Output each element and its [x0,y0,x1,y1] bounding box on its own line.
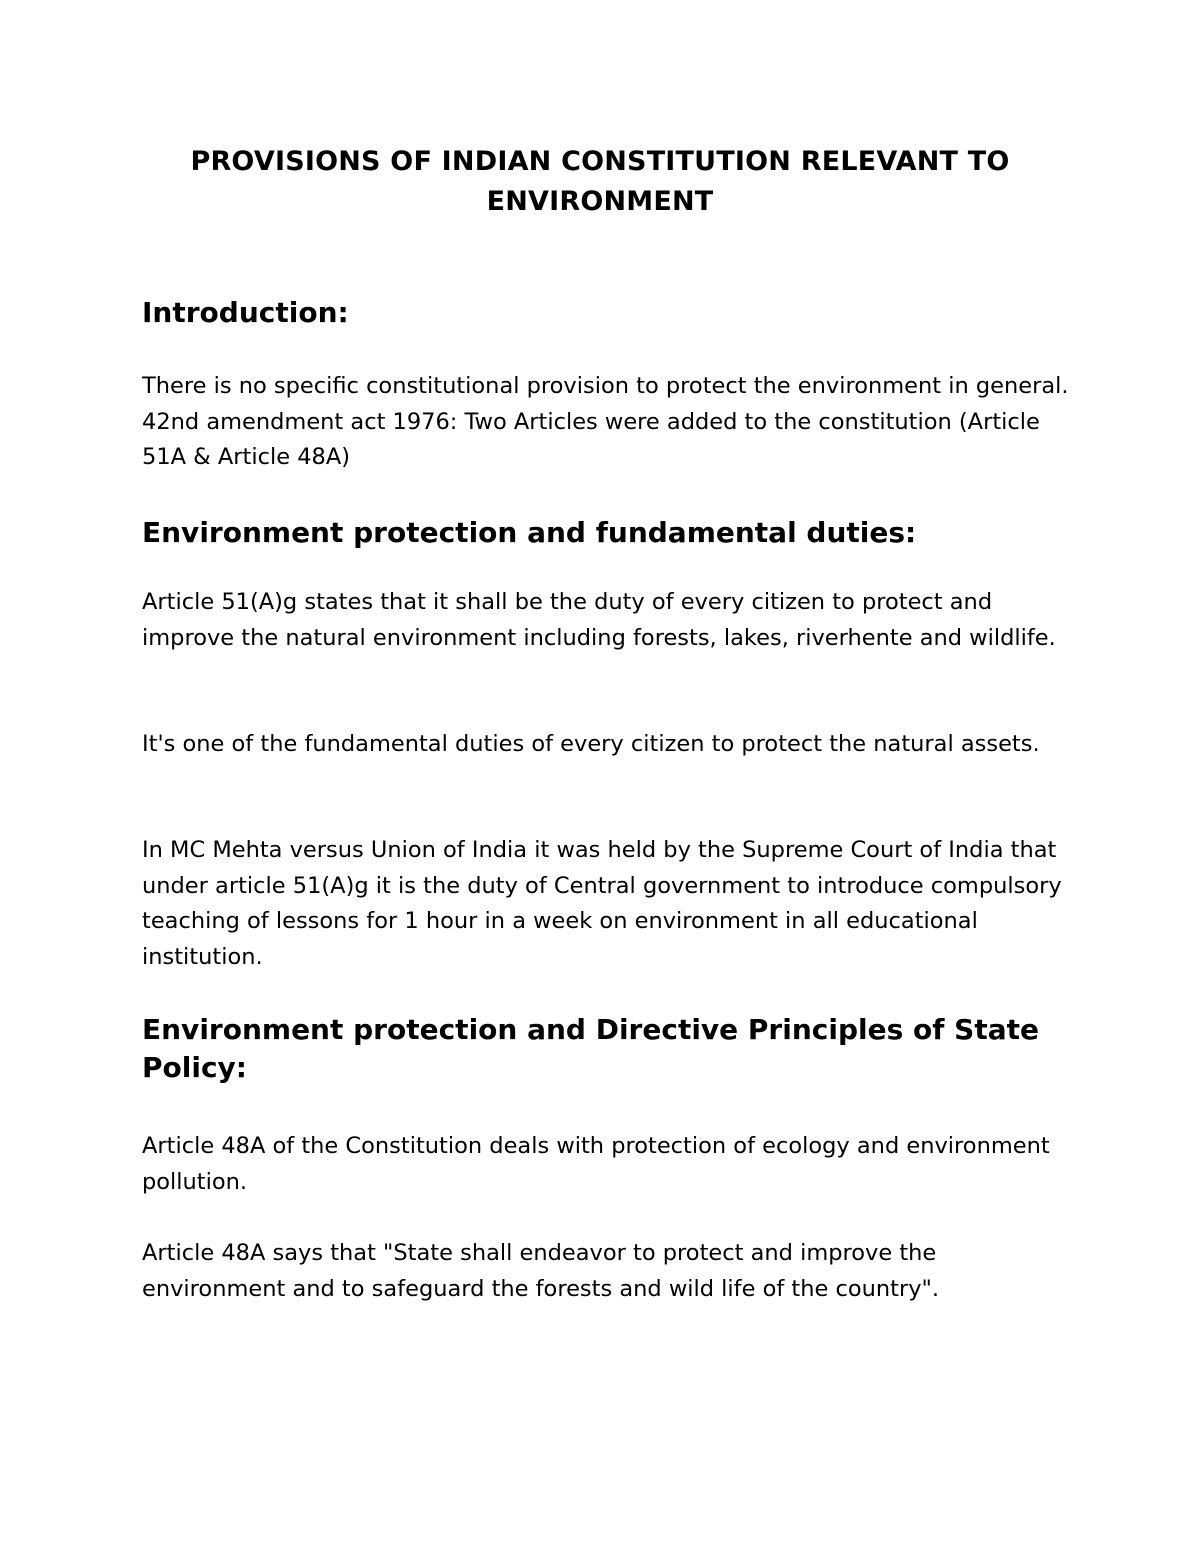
paragraph-article-48a-ecology: Article 48A of the Constitution deals with protection of ecology and environment pollution. [142,1133,1050,1195]
section-heading-fundamental-duties: Environment protection and fundamental duties: [142,516,917,549]
paragraph-introduction: There is no specific constitutional provision to protect the environment in general. 42nd amendment act 1976: Two Articles were added to the constitution (Article 51A & Article 48A) [142,373,1069,470]
paragraph-article-48a-quote: Article 48A says that "State shall endeavor to protect and improve the environment and to safeguard the forests and wild life of the country". [142,1240,940,1302]
section-heading-introduction: Introduction: [142,296,349,329]
paragraph-mc-mehta: In MC Mehta versus Union of India it was held by the Supreme Court of India that under article 51(A)g it is the duty of Central government to introduce compulsory teaching of lessons for 1 hour in a week on environment in all educational institution. [142,837,1062,970]
document-title: PROVISIONS OF INDIAN CONSTITUTION RELEVANT TO ENVIRONMENT [190,146,1010,217]
paragraph-article-51a: Article 51(A)g states that it shall be the duty of every citizen to protect and improve the natural environment including forests, lakes, riverhente and wildlife. [142,589,1056,651]
section-heading-directive-principles: Environment protection and Directive Principles of State Policy: [142,1013,1039,1084]
paragraph-fundamental-duty: It's one of the fundamental duties of every citizen to protect the natural assets. [142,731,1040,757]
